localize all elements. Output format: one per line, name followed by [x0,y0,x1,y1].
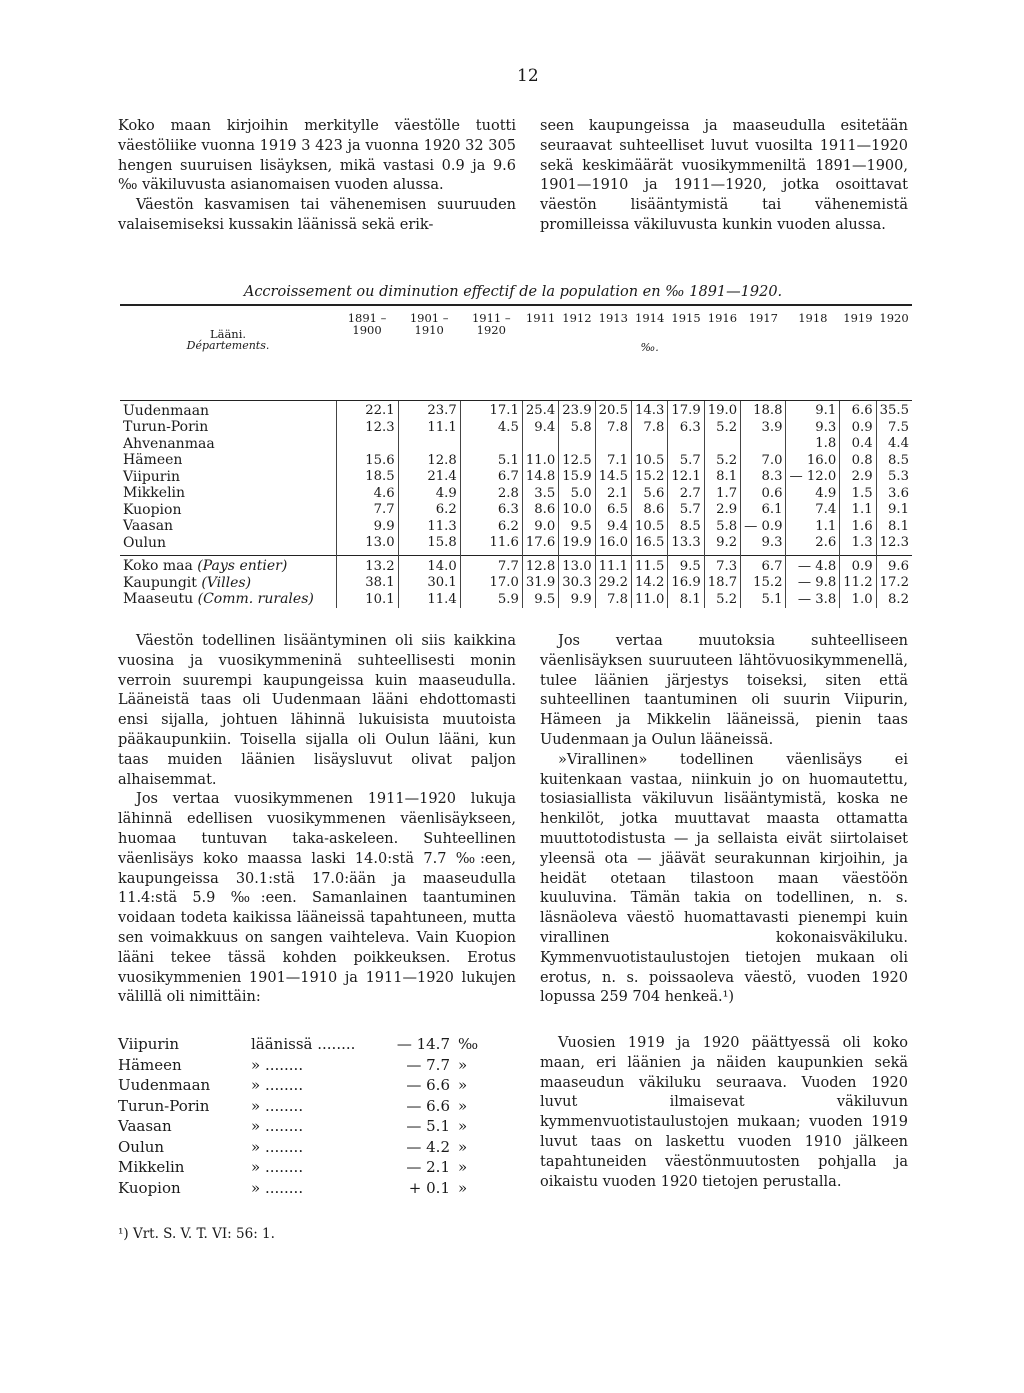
list-value: — 6.6 [406,1096,450,1115]
cell: 5.7 [668,452,704,469]
col-header-10: 1918 [798,311,828,325]
cell: 16.5 [632,535,668,556]
cell: 15.6 [336,452,398,469]
cell: 10.0 [559,502,595,519]
list-word: » ........ [251,1178,304,1197]
cell: 17.0 [460,575,522,592]
cell: 30.1 [398,575,460,592]
row-name: Oulun [123,534,167,551]
province-rows [120,400,912,556]
row-name-fr: (Pays entier) [197,558,288,575]
cell [632,436,668,453]
row-name: Viipurin [123,468,180,485]
cell: 9.5 [559,518,595,535]
cell: 25.4 [522,400,558,419]
cell: 8.5 [876,452,912,469]
cell: 0.6 [741,485,786,502]
list-item [118,1034,513,1055]
cell: 7.8 [595,591,631,608]
cell: — 3.8 [786,591,840,608]
list-unit: » [458,1137,468,1156]
stats-table [120,312,912,608]
cell: 15.2 [741,575,786,592]
cell: 9.5 [668,556,704,575]
list-unit: » [458,1055,468,1074]
cell: 21.4 [398,469,460,486]
col-header-8: 1916 [707,311,738,325]
list-item [118,1137,513,1158]
list-value: — 6.6 [406,1076,450,1094]
footnote: ¹) Vrt. S. V. T. VI: 56: 1. [118,1226,275,1242]
list-province: Turun-Porin [118,1096,210,1115]
cell: 6.2 [398,502,460,519]
cell: 6.5 [595,502,631,519]
table-row [120,452,912,469]
row-name: Vaasan [123,518,174,535]
list-unit: » [458,1076,468,1094]
cell: 19.9 [559,535,595,556]
row-name-fr: (Comm. rurales) [197,591,314,608]
lower-left-paragraph-1: Väestön todellinen lisääntyminen oli siis kaikkina vuosina ja vuosikymmeninä suhteellisesti monin verroin suurempi kaupungeissa kuin maaseudulla. Lääneistä taas oli Uudenmaan lääni ehdottomasti ensi sijalla, johtuen lähinnä lukuisista muutoista pääkaupunkiin. Toisella sijalla oli Oulun lääni, kun taas muiden läänien lisäysluvut olivat paljon alhaisemmat. [118,633,516,788]
cell: 6.6 [840,400,876,419]
cell: 14.5 [595,469,631,486]
cell: 14.8 [522,469,558,486]
cell: 2.8 [460,485,522,502]
table-row [120,436,912,453]
table-row [120,469,912,486]
cell: 23.9 [559,400,595,419]
list-word: » ........ [251,1137,304,1156]
cell: 5.7 [668,502,704,519]
cell: 22.1 [336,400,398,419]
lower-right-paragraph-3: Vuosien 1919 ja 1920 päättyessä oli koko maan, eri läänien ja näiden kaupunkien sekä maaseudun väkiluku seuraava. Vuoden 1920 luvut ilmaisevat väkiluvun kymmenvuotistaulustojen mukaan; vuoden 1919 luvut taas on laskettu vuoden 1910 jälkeen tapahtuneiden väestönmuutosten pohjalla ja oikaistu vuoden 1920 tietojen perustalla. [540,1035,908,1190]
cell [668,436,704,453]
cell: 11.1 [595,556,631,575]
cell: 0.9 [840,419,876,436]
col-header-12: 1920 [879,311,909,325]
cell: 5.6 [632,485,668,502]
cell: 1.3 [840,535,876,556]
cell: 13.0 [559,556,595,575]
cell: 8.3 [741,469,786,486]
col-header-1: 1901 – 1910 [409,311,449,337]
list-unit: » [458,1096,468,1115]
list-item [118,1075,513,1096]
cell: 9.4 [595,518,631,535]
cell: 9.4 [522,419,558,436]
cell: 18.8 [741,400,786,419]
cell: 23.7 [398,400,460,419]
cell: 17.6 [522,535,558,556]
list-province: Vaasan [118,1117,172,1135]
row-name-fi: Maaseutu [123,591,194,608]
lower-right-final [540,1034,908,1192]
cell: 11.4 [398,591,460,608]
cell: 7.0 [741,452,786,469]
cell: 9.1 [786,400,840,419]
col-header-7: 1915 [671,311,701,325]
cell: 8.6 [632,502,668,519]
table-row [120,419,912,436]
col-header-3: 1911 [525,311,556,325]
table-row [120,400,912,419]
dept-header-fi: Lääni. [209,327,247,341]
cell: 3.5 [522,485,558,502]
cell: 15.2 [632,469,668,486]
cell: 11.6 [460,535,522,556]
row-name [120,575,336,592]
cell: 1.5 [840,485,876,502]
cell: 6.2 [460,518,522,535]
cell: 1.1 [840,502,876,519]
list-value: — 4.2 [406,1137,450,1156]
page-number: 12 [517,66,539,86]
cell [595,436,631,453]
cell: 20.5 [595,400,631,419]
list-value: + 0.1 [408,1178,450,1197]
table-row [120,591,912,608]
cell: 15.9 [559,469,595,486]
list-unit: » [458,1117,468,1135]
cell [522,436,558,453]
cell: 11.1 [398,419,460,436]
col-header-0: 1891 – 1900 [347,311,387,337]
table-top-rule [120,304,912,306]
cell: 5.1 [460,452,522,469]
col-header-9: 1917 [748,311,778,325]
list-item [118,1178,513,1199]
cell: 1.1 [786,518,840,535]
lower-right-paragraph-2: »Virallinen» todellinen väenlisäys ei kuitenkaan vastaa, niinkuin jo on huomautettu, tosiasiallista väkiluvun lisääntymistä, koska ne henkilöt, jotka muuttavat maasta ottamatta muuttotodistusta — ja sellaista eivät siirtolaiset yleensä ota — jäävät seurakunnan kirjoihin, ja heidät otetaan tilastoon maan väestöön kuuluvina. Tämän takia on todellinen, n. s. läsnäoleva väestö huomattavasti pienempi kuin virallinen kokonaisväkiluku. Kymmenvuotistaulustojen tietojen mukaan oli erotus, n. s. poissaoleva väestö, vuoden 1920 lopussa 259 704 henkeä.¹) [540,751,908,1006]
cell: 2.6 [786,535,840,556]
stats-table-wrap [120,312,912,608]
cell: 2.9 [704,502,740,519]
col-header-4: 1912 [562,311,592,325]
list-province: Uudenmaan [118,1076,211,1094]
cell: 12.1 [668,469,704,486]
cell: 1.8 [786,436,840,453]
cell: 9.2 [704,535,740,556]
list-word: läänissä ........ [251,1035,356,1053]
list-word: » ........ [251,1158,304,1176]
list-unit: » [458,1158,468,1176]
cell: 30.3 [559,575,595,592]
cell: 7.3 [704,556,740,575]
cell: 7.5 [876,419,912,436]
cell: 7.8 [632,419,668,436]
cell: 8.1 [876,518,912,535]
cell: 15.8 [398,535,460,556]
cell: 11.2 [840,575,876,592]
row-name [120,556,336,575]
cell: — 9.8 [786,575,840,592]
list-province: Hämeen [118,1055,182,1074]
list-item [118,1116,513,1137]
cell: 8.2 [876,591,912,608]
cell: 38.1 [336,575,398,592]
cell: 4.4 [876,436,912,453]
cell: 12.3 [876,535,912,556]
cell: 11.0 [522,452,558,469]
cell: 17.2 [876,575,912,592]
list-unit: » [458,1178,468,1197]
cell: 8.1 [668,591,704,608]
cell: — 0.9 [741,518,786,535]
cell: 8.6 [522,502,558,519]
list-value: — 7.7 [406,1055,450,1074]
cell: 1.0 [840,591,876,608]
cell: 10.5 [632,518,668,535]
cell: 9.3 [786,419,840,436]
table-row [120,502,912,519]
intro-right-paragraph: seen kaupungeissa ja maaseudulla esitetään seuraavat suhteelliset luvut vuosilta 1911—1920 sekä keskimäärät vuosikymmeniltä 1891—1900, 1901—1910 ja 1911—1920, jotka osoittavat väestön lisääntymistä tai vähenemistä promilleissa väkiluvusta kunkin vuoden alussa. [540,118,908,233]
lower-right-column [540,632,908,1008]
cell: 35.5 [876,400,912,419]
cell: 6.7 [741,556,786,575]
table-row [120,535,912,556]
cell: 9.0 [522,518,558,535]
cell: 5.0 [559,485,595,502]
cell: 9.6 [876,556,912,575]
cell: 14.2 [632,575,668,592]
cell: 5.2 [704,419,740,436]
list-province: Mikkelin [118,1158,185,1176]
row-name-fi: Kaupungit [123,574,197,591]
cell: 2.9 [840,469,876,486]
cell: 11.5 [632,556,668,575]
row-name-fi: Koko maa [123,558,193,575]
row-name: Kuopion [123,501,182,518]
unit-label: ‰. [640,341,659,354]
list-value: — 5.1 [406,1117,450,1135]
cell [559,436,595,453]
cell [704,436,740,453]
table-title: Accroissement ou diminution effectif de la population en ‰ 1891—1920. [243,284,783,300]
cell: 6.3 [668,419,704,436]
cell [398,436,460,453]
intro-left-column [118,117,516,236]
cell: 16.9 [668,575,704,592]
cell: 12.8 [398,452,460,469]
cell: 4.9 [786,485,840,502]
cell: 17.1 [460,400,522,419]
cell: 0.9 [840,556,876,575]
lower-left-column [118,632,516,1008]
cell: 5.2 [704,591,740,608]
cell: 1.7 [704,485,740,502]
cell: 0.4 [840,436,876,453]
list-unit: ‰ [458,1035,479,1053]
cell: 12.8 [522,556,558,575]
cell: 12.3 [336,419,398,436]
col-header-6-label: 1914 [635,311,665,325]
cell: 17.9 [668,400,704,419]
cell [336,436,398,453]
table-row [120,485,912,502]
cell [460,436,522,453]
cell: 7.4 [786,502,840,519]
cell: 8.5 [668,518,704,535]
row-name: Ahvenanmaa [123,435,215,452]
cell: 11.3 [398,518,460,535]
cell: 7.7 [460,556,522,575]
intro-paragraph-1: Koko maan kirjoihin merkitylle väestölle tuotti väestöliike vuonna 1919 3 423 ja vuonna 1920 32 305 hengen suuruisen lisäyksen, mikä vastasi 0.9 ja 9.6 ‰ väkiluvusta asianomaisen vuoden alussa. [118,118,516,194]
cell: 6.1 [741,502,786,519]
list-province: Oulun [118,1137,165,1156]
col-header-5: 1913 [598,311,628,325]
cell: 10.5 [632,452,668,469]
col-header-2: 1911 – 1920 [471,311,511,337]
list-value: — 14.7 [396,1035,450,1053]
total-rows [120,556,912,608]
row-name-fr: (Villes) [201,574,252,591]
cell: 12.5 [559,452,595,469]
row-name [120,591,336,608]
intro-paragraph-2: Väestön kasvamisen tai vähenemisen suuruuden valaisemiseksi kussakin läänissä sekä erik- [118,197,516,233]
cell: 5.2 [704,452,740,469]
cell [741,436,786,453]
cell: 31.9 [522,575,558,592]
cell: 11.0 [632,591,668,608]
table-row [120,575,912,592]
row-name: Hämeen [123,452,183,469]
cell: 1.6 [840,518,876,535]
row-name: Uudenmaan [120,400,336,419]
list-word: » ........ [251,1076,304,1094]
cell: 2.7 [668,485,704,502]
cell: 16.0 [786,452,840,469]
list-word: » ........ [251,1055,304,1074]
cell: — 12.0 [786,469,840,486]
cell: 6.7 [460,469,522,486]
cell: 4.9 [398,485,460,502]
difference-list [118,1034,513,1198]
cell: 9.1 [876,502,912,519]
cell: 7.7 [336,502,398,519]
cell: 3.6 [876,485,912,502]
lower-left-paragraph-2: Jos vertaa vuosikymmenen 1911—1920 lukuja lähinnä edellisen vuosikymmenen väenlisäykseen, huomaa tuntuvan taka-askeleen. Suhteellinen väenlisäys koko maassa laski 14.0:stä 7.7 ‰:een, kaupungeissa 30.1:stä 17.0:ään ja maaseudulla 11.4:stä 5.9 ‰:een. Samanlainen taantuminen voidaan todeta kaikissa lääneissä tapahtuneen, mutta sen voimakkuus on sangen vaihteleva. Vain Kuopion lääni tekee tässä kohden poikkeuksen. Erotus vuosikymmenien 1901—1910 ja 1911—1920 lukujen välillä oli nimittäin: [118,791,516,1006]
cell: 18.5 [336,469,398,486]
col-header-6 [632,312,668,400]
list-item [118,1096,513,1117]
cell: 5.8 [704,518,740,535]
cell: 4.5 [460,419,522,436]
cell: 29.2 [595,575,631,592]
cell: 9.5 [522,591,558,608]
dept-header-fr: Départements. [186,339,270,352]
cell: 0.8 [840,452,876,469]
cell: 5.1 [741,591,786,608]
table-row [120,518,912,535]
cell: 3.9 [741,419,786,436]
cell: 5.8 [559,419,595,436]
cell: 8.1 [704,469,740,486]
cell: 9.9 [559,591,595,608]
cell: 16.0 [595,535,631,556]
cell: 7.1 [595,452,631,469]
lower-right-paragraph-1: Jos vertaa muutoksia suhteelliseen väenlisäyksen suuruuteen lähtövuosikymmenellä, tulee läänien järjestys toiseksi, siten että suhteellinen taantuminen oli suurin Viipurin, Hämeen ja Mikkelin lääneissä, pienin taas Uudenmaan ja Oulun lääneissä. [540,633,908,748]
cell: 13.0 [336,535,398,556]
list-province: Viipurin [118,1035,180,1053]
cell: 7.8 [595,419,631,436]
cell: 19.0 [704,400,740,419]
cell: — 4.8 [786,556,840,575]
cell: 18.7 [704,575,740,592]
list-item [118,1055,513,1076]
cell: 6.3 [460,502,522,519]
dept-header [120,312,336,400]
list-province: Kuopion [118,1178,181,1197]
cell: 14.0 [398,556,460,575]
list-word: » ........ [251,1117,304,1135]
cell: 13.2 [336,556,398,575]
col-header-11: 1919 [843,311,873,325]
cell: 14.3 [632,400,668,419]
list-word: » ........ [251,1096,304,1115]
list-item [118,1157,513,1178]
cell: 4.6 [336,485,398,502]
cell: 2.1 [595,485,631,502]
row-name: Mikkelin [123,485,186,502]
list-value: — 2.1 [406,1158,450,1176]
cell: 9.3 [741,535,786,556]
cell: 13.3 [668,535,704,556]
table-header-row [120,312,912,400]
cell: 5.3 [876,469,912,486]
cell: 10.1 [336,591,398,608]
row-name: Turun-Porin [123,419,209,436]
cell: 9.9 [336,518,398,535]
intro-right-column [540,117,908,236]
table-row [120,556,912,575]
cell: 5.9 [460,591,522,608]
